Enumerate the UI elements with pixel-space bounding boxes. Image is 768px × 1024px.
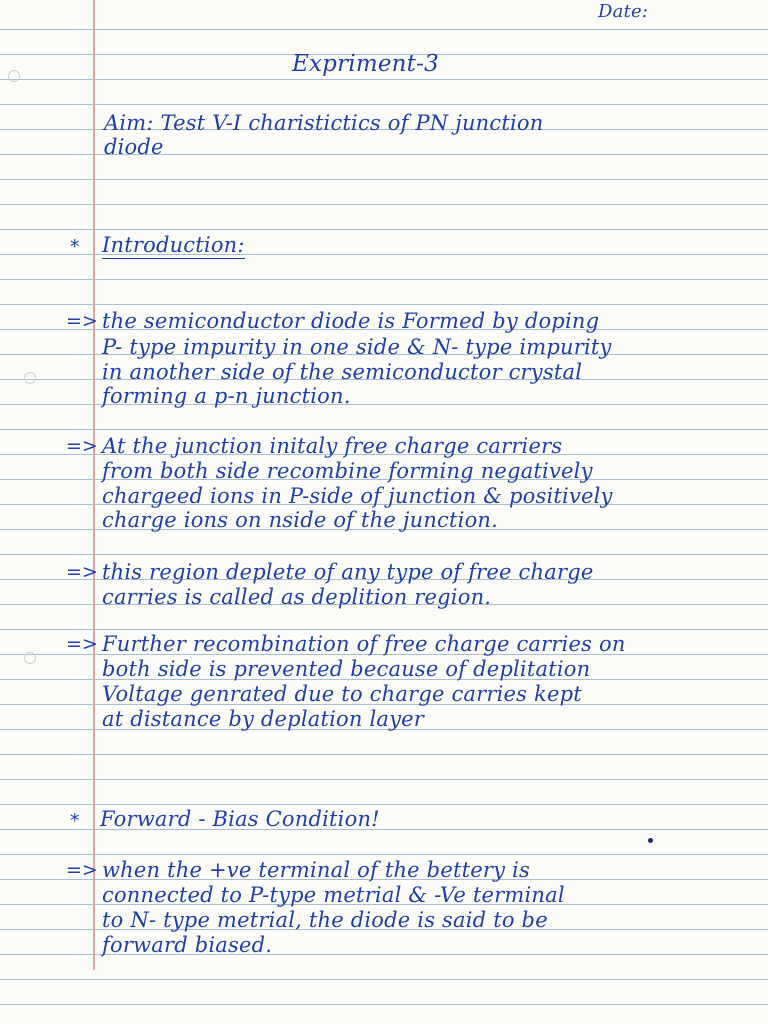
arrow-marker: => <box>66 561 98 583</box>
bullet-star-marker: * <box>70 810 80 832</box>
point-2-line-4: charge ions on nside of the junction. <box>102 508 499 532</box>
aim-line-2: diode <box>104 135 164 159</box>
point-2-line-2: from both side recombine forming negatively <box>102 459 593 483</box>
point-2-line-1: At the junction initaly free charge carriers <box>102 434 563 458</box>
point-1-line-3: in another side of the semiconductor crystal <box>102 360 583 384</box>
point-5-line-1: when the +ve terminal of the bettery is <box>102 858 530 882</box>
page-title: Expriment-3 <box>292 51 439 77</box>
point-3-line-2: carries is called as deplition region. <box>102 585 492 609</box>
introduction-heading: Introduction: <box>102 233 245 257</box>
aim-line-1: Aim: Test V-I charistictics of PN junction <box>104 111 544 135</box>
point-4-line-4: at distance by deplation layer <box>102 707 425 731</box>
point-4-line-3: Voltage genrated due to charge carries kept <box>102 682 582 706</box>
arrow-marker: => <box>66 859 98 881</box>
forward-bias-heading: Forward - Bias Condition! <box>100 807 380 831</box>
point-1-line-2: P- type impurity in one side & N- type impurity <box>102 335 612 359</box>
point-4-line-1: Further recombination of free charge carries on <box>102 632 626 656</box>
point-3-line-1: this region deplete of any type of free charge <box>102 560 594 584</box>
point-5-line-4: forward biased. <box>102 933 273 957</box>
punch-hole-mark <box>24 372 36 384</box>
margin-line <box>93 0 95 970</box>
punch-hole-mark <box>8 70 20 82</box>
date-label: Date: <box>598 1 649 22</box>
arrow-marker: => <box>66 633 98 655</box>
point-1-line-1: the semiconductor diode is Formed by doping <box>102 309 600 333</box>
point-5-line-2: connected to P-type metrial & -Ve terminal <box>102 883 565 907</box>
ink-dot <box>648 838 653 843</box>
point-1-line-4: forming a p-n junction. <box>102 384 351 408</box>
arrow-marker: => <box>66 310 98 332</box>
arrow-marker: => <box>66 435 98 457</box>
point-4-line-2: both side is prevented because of deplitation <box>102 657 591 681</box>
point-5-line-3: to N- type metrial, the diode is said to be <box>102 908 548 932</box>
bullet-star-marker: * <box>70 236 80 258</box>
point-2-line-3: chargeed ions in P-side of junction & positively <box>102 484 613 508</box>
punch-hole-mark <box>24 652 36 664</box>
